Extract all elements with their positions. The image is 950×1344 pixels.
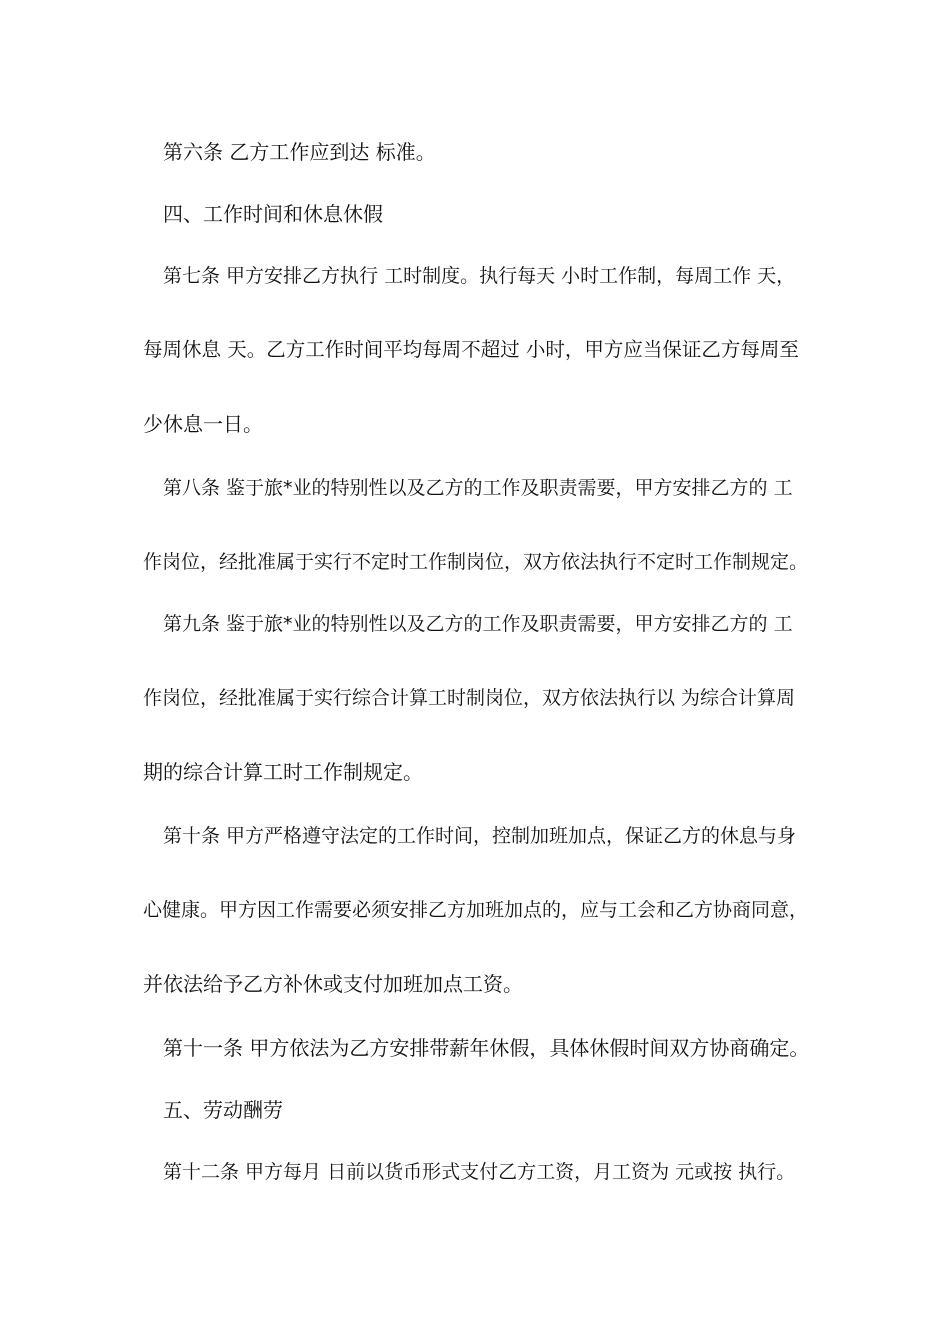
- section-5-heading: 五、劳动酬劳: [163, 1098, 283, 1122]
- article-7-line-1: 第七条 甲方安排乙方执行 工时制度。执行每天 小时工作制，每周工作 天，: [163, 265, 796, 287]
- article-10-line-1: 第十条 甲方严格遵守法定的工作时间，控制加班加点，保证乙方的休息与身: [163, 825, 797, 847]
- article-6-line: 第六条 乙方工作应到达 标准。: [163, 140, 436, 164]
- article-10-line-2: 心健康。甲方因工作需要必须安排乙方加班加点的，应与工会和乙方协商同意，: [143, 899, 809, 921]
- article-9-line-1: 第九条 鉴于旅*业的特别性以及乙方的工作及职责需要，甲方安排乙方的 工: [163, 613, 793, 635]
- article-7-line-2: 每周休息 天。乙方工作时间平均每周不超过 小时，甲方应当保证乙方每周至: [143, 338, 799, 361]
- section-4-heading: 四、工作时间和休息休假: [163, 202, 383, 226]
- article-12-line: 第十二条 甲方每月 日前以货币形式支付乙方工资，月工资为 元或按 执行。: [163, 1161, 796, 1183]
- article-8-line-1: 第八条 鉴于旅*业的特别性以及乙方的工作及职责需要，甲方安排乙方的 工: [163, 477, 793, 499]
- article-8-line-2: 作岗位，经批准属于实行不定时工作制岗位，双方依法执行不定时工作制规定。: [143, 551, 809, 573]
- article-9-line-3: 期的综合计算工时工作制规定。: [143, 760, 423, 784]
- article-10-line-3: 并依法给予乙方补休或支付加班加点工资。: [143, 972, 523, 996]
- article-7-line-3: 少休息一日。: [143, 412, 263, 436]
- article-11-line: 第十一条 甲方依法为乙方安排带薪年休假，具体休假时间双方协商确定。: [163, 1036, 810, 1060]
- article-9-line-2: 作岗位，经批准属于实行综合计算工时制岗位，双方依法执行以 为综合计算周: [143, 687, 796, 709]
